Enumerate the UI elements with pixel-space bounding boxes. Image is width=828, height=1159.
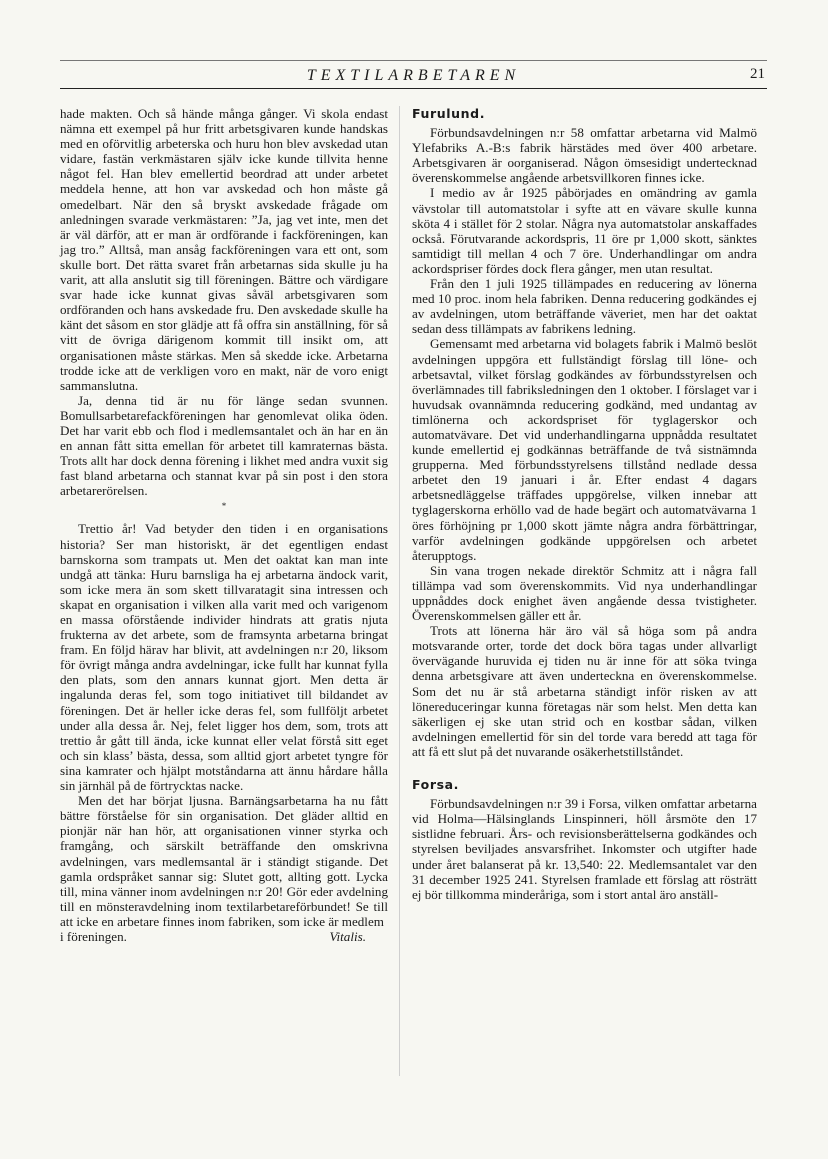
paragraph: Trots att lönerna här äro väl så höga som på andra motsvarande orter, torde det dock böra tagas under allvarligt övervägande huruvida ej tiden nu är inne för att söka tvinga denna arbetsgivare att även underteckna en överenskommelse. Som det nu är stå arbetarna ständigt inför risken av att lönereduceringar kunna företagas när som helst. Men detta kan säkerligen ej ske utan strid och en kostbar sådan, vilken avdelningen emellertid för sin del torde vara beredd att taga för att få ett slut på det nuvarande osäkerhetstillståndet. bbox=[412, 623, 757, 759]
paragraph: Trettio år! Vad betyder den tiden i en organisations historia? Ser man historiskt, är det egentligen endast barnskorna som trampats ut. Men det oaktat kan man inte undgå att tänka: Huru barnsliga ha ej arbetarna ändock varit, som icke mera än som skett tillvaratagit sina intressen och skapat en organisation i vilken alla varit med och varigenom en massa oförstående individer hindrats att gratis njuta frukterna av det arbete, som de framsynta arbetarna bringat fram. En följd härav har blivit, att avdelningen n:r 20, liksom för övrigt många andra avdelningar, icke fullt har kunnat fylla den plats, som den annars kunnat gjort. Men detta är ingalunda deras fel, som togo initiativet till bildandet av föreningen. Det är heller icke deras fel, som fullföljt arbetet under alla dessa år. Nej, felet ligger hos dem, som, trots att trettio år gått till ända, icke kunnat eller velat förstå sitt eget och sin klass’ bästa, dessa, som alltid gjort arbetet tyngre för sina kamrater och hjälpt motståndarna att ännu hårdare hålla sin järnhäl på de förtrycktas nacke. bbox=[60, 521, 388, 794]
paragraph: Förbundsavdelningen n:r 39 i Forsa, vilken omfattar arbetarna vid Holma—Hälsinglands Linspinneri, höll årsmöte den 17 sistlidne februari. Års- och revisionsberättelserna godkändes och styrelsen beviljades ansvarsfrihet. Inkomster och utgifter hade under året balanserat på kr. 13,540: 22. Medlemsantalet var den 31 december 1925 241. Styrelsen framlade ett förslag att rösträtt ej bör tillkomma minderåriga, som i stort antal äro anställ- bbox=[412, 796, 757, 902]
section-heading-furulund: Furulund. bbox=[412, 106, 486, 121]
section-heading-forsa: Forsa. bbox=[412, 777, 460, 793]
column-divider bbox=[399, 106, 400, 1076]
paragraph: hade makten. Och så hände många gånger. Vi skola endast nämna ett exempel på hur fritt arbetsgivaren kunde handskas med en oförvitlig arbeterska och huru hon blev avskedad utan vidare, fastän verkmästaren själv icke kunde tillvita henne något fel. Han blev emellertid beordrad att under arbetet meddela henne, att hon var avskedad och hon måste gå omedelbart. När den så bryskt avskedade frågade om anledningen svarade verkmästaren: ”Ja, jag vet inte, men det är väl därför, att er man är ordförande i fackföreningen, kan jag tro.” Alltså, man ansåg fackföreningen vara ett ont, som skulle bort. Det rätta svaret från arbetarnas sida skulle ju ha varit, att alla anslutit sig till föreningen. Bättre och värdigare svar hade icke kunnat givas såväl arbetsgivaren som ordföranden och hans avskedade fru. Den avskedade skulle ha känt det såsom en stor glädje att få offra sin anställning, för så vitt de övriga därigenom kommit till insikt om, att organisationen måste stärkas. Men så skedde icke. Arbetarna trodde icke att de verkligen voro en makt, när de voro enigt sammanslutna. bbox=[60, 106, 388, 393]
paragraph: Gemensamt med arbetarna vid bolagets fabrik i Malmö beslöt avdelningen uppgöra ett fullständigt förslag till löne- och arbetsavtal, vilket förslag godkändes av förbundsstyrelsen och överlämnades till fabriksledningen den 1 oktober. I förslaget var i huvudsak ovannämnda reducering godkänd, med undantag av timlönerna och ackordspriset för tyglagerskor och automatvävare. Det vid underhandlingarna uppnådda resultatet kunde emellertid ej godkännas beträffande de två sistnämnda grupperna. Med förbundsstyrelsens tillstånd nedlade dessa arbetet den 19 januari i år. Efter endast 4 dagars arbetsnedläggelse träffades uppgörelse, vilken innebar att tyglagerskorna erhöllo vad de hade begärt och automatvävarna 1 öres förhöjning pr 1,000 skott jämte några andra förbättringar, varför avdelningen godkände uppgörelsen och arbetet återupptogs. bbox=[412, 336, 757, 563]
paragraph: Sin vana trogen nekade direktör Schmitz att i några fall tillämpa vad som överenskommits. Vid nya underhandlingar uppnåddes dock enighet även angående dessa tvistigheter. Överenskommelsen gäller ett år. bbox=[412, 562, 757, 624]
running-title: TEXTILARBETAREN bbox=[306, 67, 521, 84]
signoff-line bbox=[60, 929, 388, 944]
closing-text: i föreningen. bbox=[60, 928, 127, 944]
header-top-rule bbox=[60, 60, 767, 61]
paragraph: Från den 1 juli 1925 tillämpades en reducering av lönerna med 10 proc. inom hela fabriken. Denna reducering godkändes ej av avdelningen, utom beträffande väveriet, men har det oaktat sedan dess tillämpats av fabrikens ledning. bbox=[412, 276, 757, 337]
page-number: 21 bbox=[750, 66, 765, 82]
author-signature: Vitalis. bbox=[329, 928, 366, 944]
paragraph: Förbundsavdelningen n:r 58 omfattar arbetarna vid Malmö Ylefabriks A.-B:s fabrik härstädes med över 400 arbetare. Arbetsgivaren är oorganiserad. Någon ömsesidigt undertecknad överenskommelse angående arbetsvillkoren finnes icke. bbox=[412, 125, 757, 186]
paragraph: Ja, denna tid är nu för länge sedan svunnen. Bomullsarbetarefackföreningen har genomlevat olika öden. Det har varit ebb och flod i medlemsantalet och än har en än en annan fått sitta emellan för arbetet till kamraternas bästa. Trots allt har dock denna förening i likhet med andra vuxit sig fast bland arbetarna och stannat kvar på sin post i den stora arbetarerörelsen. bbox=[60, 392, 388, 499]
paragraph: I medio av år 1925 påbörjades en omändring av gamla vävstolar till automatstolar i syfte att en vävare skulle kunna sköta 4 i stället för 2 stolar. Några nya automatstolar anskaffades också. Förutvarande ackordspris, 11 öre pr 1,000 skott, sänktes samtidigt till mellan 4 och 7 öre. Underhandlingar om andra ackordspriser fördes dock flera gånger, men utan resultat. bbox=[412, 185, 757, 276]
right-column bbox=[412, 106, 757, 1091]
paragraph: Men det har börjat ljusna. Barnängsarbetarna ha nu fått bättre förståelse för sin organisation. Det gläder alltid en pionjär när han hör, att organisationen vinner styrka och framgång, och särskilt beträffande den omskrivna avdelningen, vars medlemsantal är i ständigt stigande. Det gamla ordspråket sannar sig: Slutet gott, allting gott. Lycka till, mina vänner inom avdelningen n:r 20! Gör eder avdelning till en mönsteravdelning inom textilarbetareförbundet! Se till att icke en arbetare finnes inom fabriken, som icke är medlem bbox=[60, 793, 388, 929]
left-column bbox=[60, 106, 388, 1091]
page-header bbox=[60, 64, 767, 89]
section-separator: * bbox=[221, 501, 227, 512]
